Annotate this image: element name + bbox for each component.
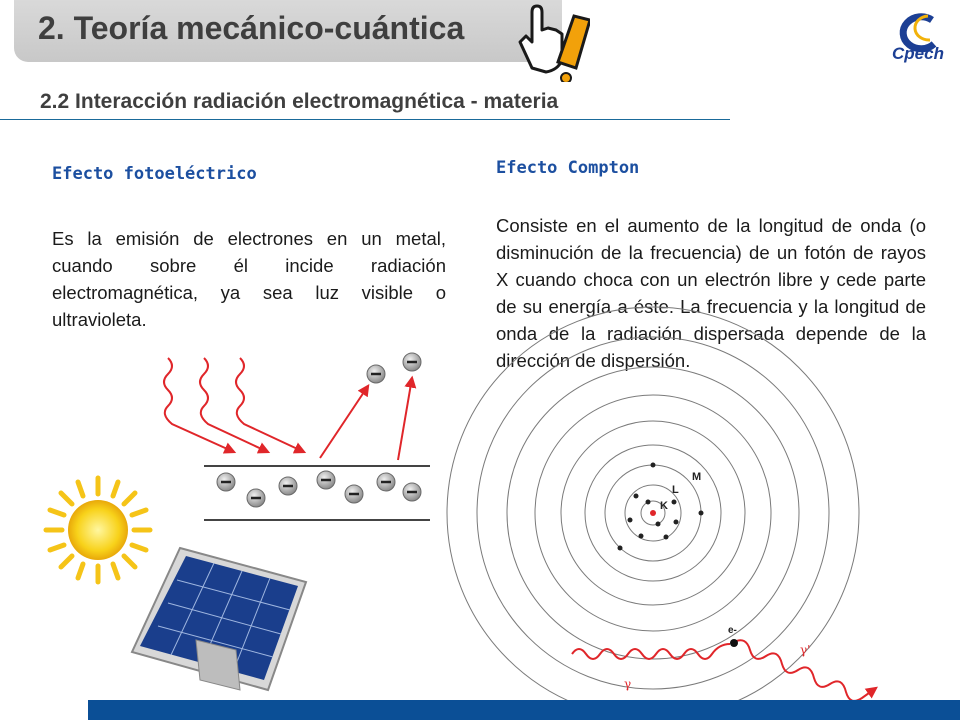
logo-text: Cpech — [892, 44, 944, 63]
paragraph-compton: Consiste en el aumento de la longitud de onda (o disminución de la frecuencia) de un fotón de rayos X cuando choca con un electrón libre y cede parte de su energía a éste. La frecuencia y la longitud de onda de la radiación dispersada depende de la dirección de dispersión. — [496, 215, 926, 371]
footer-band — [88, 700, 960, 720]
shell-label-m: M — [692, 471, 702, 483]
scattered-photon-label: γ' — [800, 643, 811, 657]
shell-label-l: L — [672, 484, 679, 496]
heading-photoelectric: Efecto fotoeléctrico — [52, 164, 257, 184]
heading-compton: Efecto Compton — [496, 158, 640, 178]
paragraph-photoelectric: Es la emisión de electrones en un metal, cuando sobre él incide radiación electromagnética, ya sea luz visible o ultravioleta. — [52, 228, 446, 330]
incident-photon-label: γ — [624, 677, 632, 691]
electron-label: e- — [728, 625, 737, 636]
section-subtitle: 2.2 Interacción radiación electromagnética - materia — [40, 90, 559, 113]
free-electron — [730, 639, 738, 647]
shell-label-k: K — [660, 500, 668, 512]
nucleus — [650, 510, 656, 516]
page-title: 2. Teoría mecánico-cuántica — [38, 10, 465, 46]
incident-photon-wave — [572, 644, 730, 659]
